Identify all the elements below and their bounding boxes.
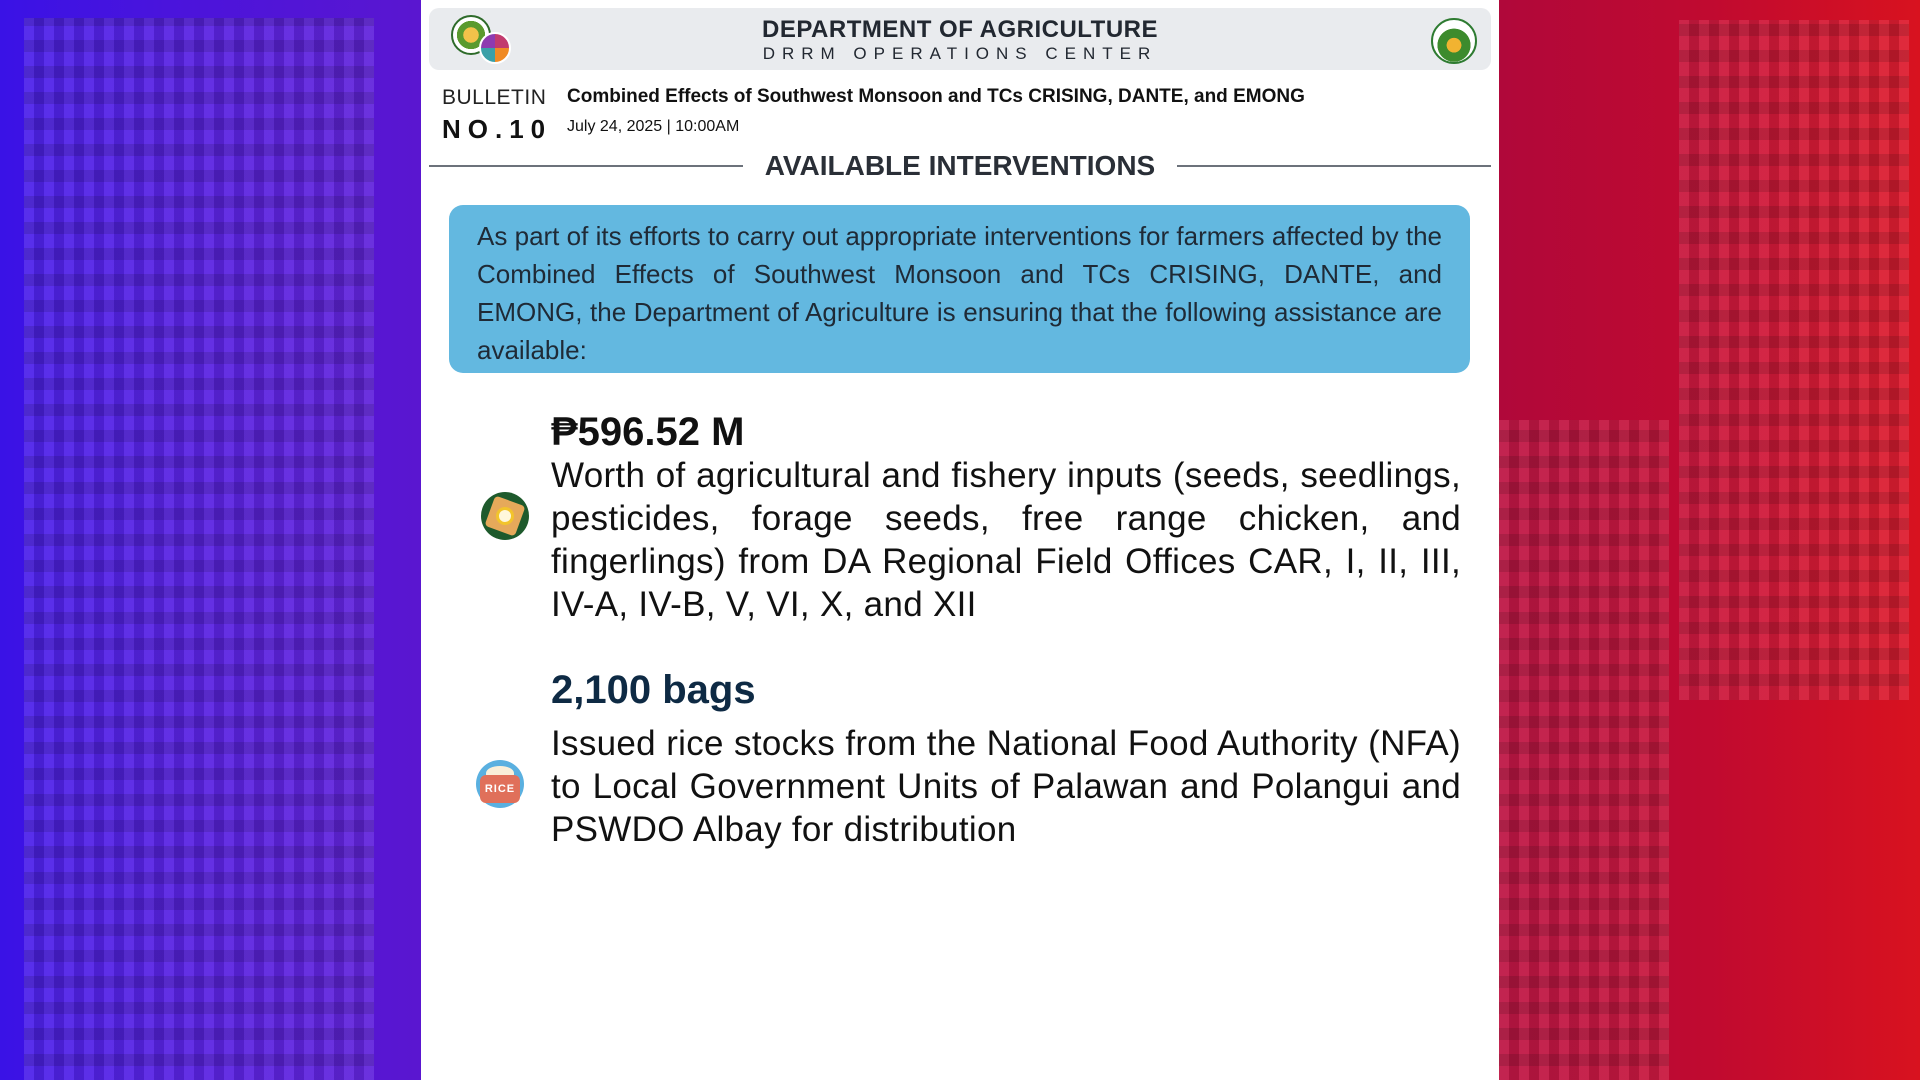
section-heading-row xyxy=(429,150,1491,182)
intervention-item xyxy=(421,668,1499,898)
intervention-description: Worth of agricultural and fishery inputs (seeds, seedlings, pesticides, forage seeds, free range chicken, and fingerlings) from DA Regional Field Offices CAR, I, II, III, IV-A, IV-B, V, VI, X, and XII xyxy=(551,456,1461,624)
background-left-purple xyxy=(0,0,421,1080)
intervention-value: ₱596.52 M xyxy=(551,410,745,454)
bulletin-datetime: July 24, 2025 | 10:00AM xyxy=(567,118,740,135)
bulletin-title: Combined Effects of Southwest Monsoon and TCs CRISING, DANTE, and EMONG xyxy=(567,86,1305,107)
coin-shape xyxy=(496,507,514,525)
rice-sack-icon xyxy=(476,760,524,808)
bulletin-number: NO.10 xyxy=(442,114,553,144)
building-silhouette xyxy=(1499,420,1669,1080)
intro-text: As part of its efforts to carry out appropriate interventions for farmers affected by the Combined Effects of Southwest Monsoon and TCs CRISING, DANTE, and EMONG, the Department of Agriculture is ensuring that the following assistance are available: xyxy=(477,221,1442,365)
rice-sack-label: RICE xyxy=(480,775,520,803)
section-heading: AVAILABLE INTERVENTIONS xyxy=(764,150,1156,181)
building-silhouette xyxy=(1679,20,1909,700)
intervention-value: 2,100 bags xyxy=(551,668,756,712)
intro-callout xyxy=(449,205,1470,373)
intervention-item xyxy=(421,410,1499,630)
header-bar xyxy=(429,8,1491,70)
background-right-red xyxy=(1499,0,1920,1080)
bulletin-label: BULLETIN xyxy=(442,86,547,109)
agency-title: DEPARTMENT OF AGRICULTURE xyxy=(761,16,1159,43)
seed-bag-icon xyxy=(481,492,529,540)
agency-subtitle: DRRM OPERATIONS CENTER xyxy=(762,44,1158,63)
divider-right xyxy=(1177,165,1491,167)
building-silhouette xyxy=(24,18,374,1080)
bulletin-document xyxy=(421,0,1499,1080)
intervention-description: Issued rice stocks from the National Food Authority (NFA) to Local Government Units of Palawan and Polangui and PSWDO Albay for distribution xyxy=(551,724,1461,849)
masaganang-agrikultura-logo-icon xyxy=(1431,18,1477,64)
